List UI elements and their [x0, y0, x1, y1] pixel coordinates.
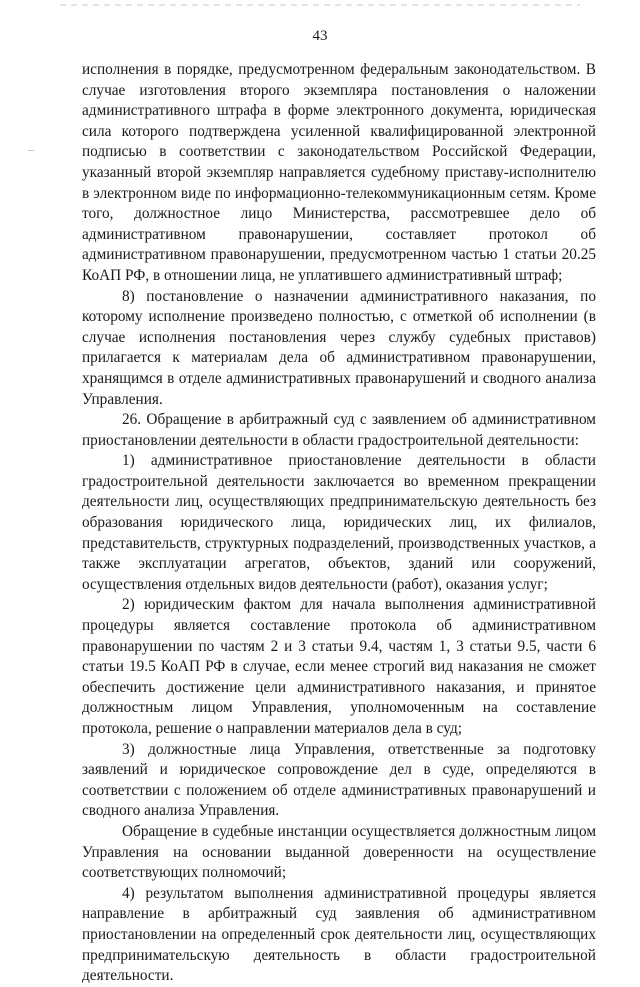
margin-mark — [28, 150, 34, 151]
paragraph-continuation: исполнения в порядке, предусмотренном федеральным законодательством. В случае изготовления второго экземпляра постановления о наложении административного штрафа в форме электронного документа, юридическая сила которого подтверждена усиленной квалифицированной электронной подписью в соответствии с законодательством Российской Федерации, указанный второй экземпляр направляется судебному приставу-исполнителю в электронном виде по информационно-телекоммуникационным сетям. Кроме того, должностное лицо Министерства, рассмотревшее дело об административном правонарушении, составляет протокол об административном правонарушении, предусмотренном частью 1 статьи 20.25 КоАП РФ, в отношении лица, не уплатившего административный штраф; — [82, 61, 596, 284]
page-number: 43 — [312, 28, 328, 44]
paragraph-item-1: 1) административное приостановление деятельности в области градостроительной деятельности заключается во временном прекращении деятельности лиц, осуществляющих предпринимательскую деятельность без образования юридического лица, юридических лиц, их филиалов, представительств, структурных подразделений, производственных участков, а также эксплуатации агрегатов, объектов, зданий или сооружений, осуществления отдельных видов деятельности (работ), оказания услуг; — [82, 452, 596, 593]
paragraph-item-8: 8) постановление о назначении административного наказания, по которому исполнение произведено полностью, с отметкой об исполнении (в случае исполнения постановления через службу судебных приставов) прилагается к материалам дела об административном правонарушении, хранящимся в отделе административных правонарушений и сводного анализа Управления. — [82, 287, 596, 408]
paragraph-item-4: 4) результатом выполнения административной процедуры является направление в арбитражный суд заявления об административном приостановлении на определенный срок деятельности лиц, осуществляющих предпринимательскую деятельность в области градостроительной деятельности. — [82, 884, 596, 985]
document-body — [82, 60, 596, 987]
paragraph-item-2: 2) юридическим фактом для начала выполнения административной процедуры является составление протокола об административном правонарушении по частям 2 и 3 статьи 9.4, частям 1, 3 статьи 9.5, части 6 статьи 19.5 КоАП РФ в случае, если менее строгий вид наказания не сможет обеспечить достижение цели административного наказания, и принятое должностным лицом Управления, уполномоченным на составление протокола, решение о направлении материалов дела в суд; — [82, 596, 596, 737]
paragraph-court-appeal: Обращение в судебные инстанции осуществляется должностным лицом Управления на основании выданной доверенности на осуществление соответствующих полномочий; — [82, 822, 596, 882]
paragraph-section-26: 26. Обращение в арбитражный суд с заявлением об административном приостановлении деятельности в области градостроительной деятельности: — [82, 411, 596, 449]
paragraph-item-3: 3) должностные лица Управления, ответственные за подготовку заявлений и юридическое сопровождение дел в суде, определяются в соответствии с положением об отделе административных правонарушений и сводного анализа Управления. — [82, 740, 596, 820]
scan-artifact-line — [60, 4, 580, 6]
